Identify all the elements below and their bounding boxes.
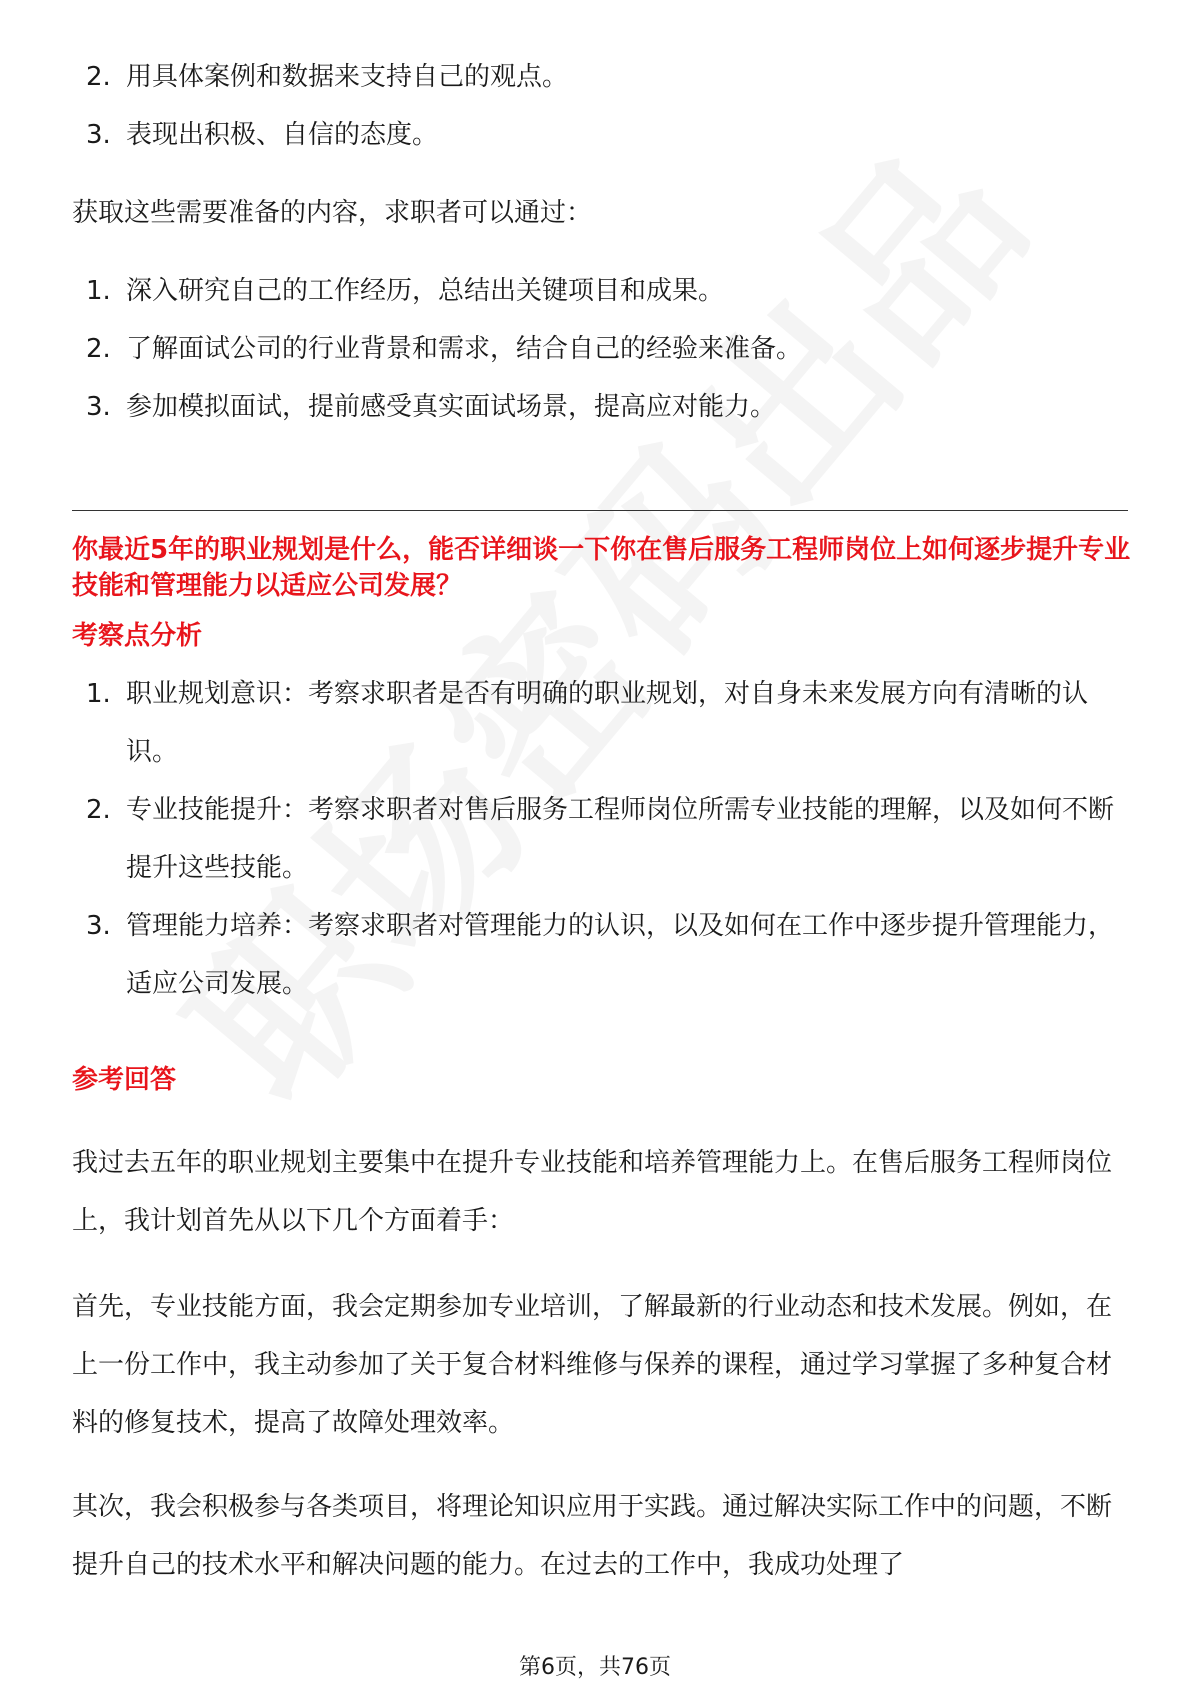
answer-heading: 参考回答	[72, 1065, 177, 1095]
question-heading: 你最近5年的职业规划是什么，能否详细谈一下你在售后服务工程师岗位上如何逐步提升专业技能和管理能力以适应公司发展？	[72, 535, 1131, 601]
list-item: 3. 管理能力培养：考察求职者对管理能力的认识，以及如何在工作中逐步提升管理能力，适应公司发展。	[86, 911, 1115, 999]
list-top	[72, 48, 1132, 164]
list-item: 3. 参加模拟面试，提前感受真实面试场景，提高应对能力。	[86, 392, 777, 422]
analysis-list	[72, 665, 1132, 1013]
prep-intro: 获取这些需要准备的内容，求职者可以通过：	[72, 198, 593, 228]
answer-paragraph: 首先，专业技能方面，我会定期参加专业培训，了解最新的行业动态和技术发展。例如，在上一份工作中，我主动参加了关于复合材料维修与保养的课程，通过学习掌握了多种复合材料的修复技术，提高了故障处理效率。	[72, 1292, 1113, 1438]
list-prep	[72, 262, 1132, 436]
list-item: 1. 深入研究自己的工作经历，总结出关键项目和成果。	[86, 276, 725, 306]
list-item: 2. 用具体案例和数据来支持自己的观点。	[86, 62, 569, 92]
answer-paragraph: 其次，我会积极参与各类项目，将理论知识应用于实践。通过解决实际工作中的问题，不断提升自己的技术水平和解决问题的能力。在过去的工作中，我成功处理了	[72, 1492, 1113, 1580]
answer-paragraph: 我过去五年的职业规划主要集中在提升专业技能和培养管理能力上。在售后服务工程师岗位上，我计划首先从以下几个方面着手：	[72, 1148, 1113, 1236]
section-divider	[72, 510, 1128, 511]
list-item: 1. 职业规划意识：考察求职者是否有明确的职业规划，对自身未来发展方向有清晰的认识。	[86, 679, 1089, 767]
list-item: 3. 表现出积极、自信的态度。	[86, 120, 439, 150]
analysis-heading: 考察点分析	[72, 621, 203, 651]
page-footer: 第6页，共76页	[519, 1655, 671, 1680]
list-item: 2. 了解面试公司的行业背景和需求，结合自己的经验来准备。	[86, 334, 803, 364]
list-item: 2. 专业技能提升：考察求职者对售后服务工程师岗位所需专业技能的理解，以及如何不断提升这些技能。	[86, 795, 1115, 883]
